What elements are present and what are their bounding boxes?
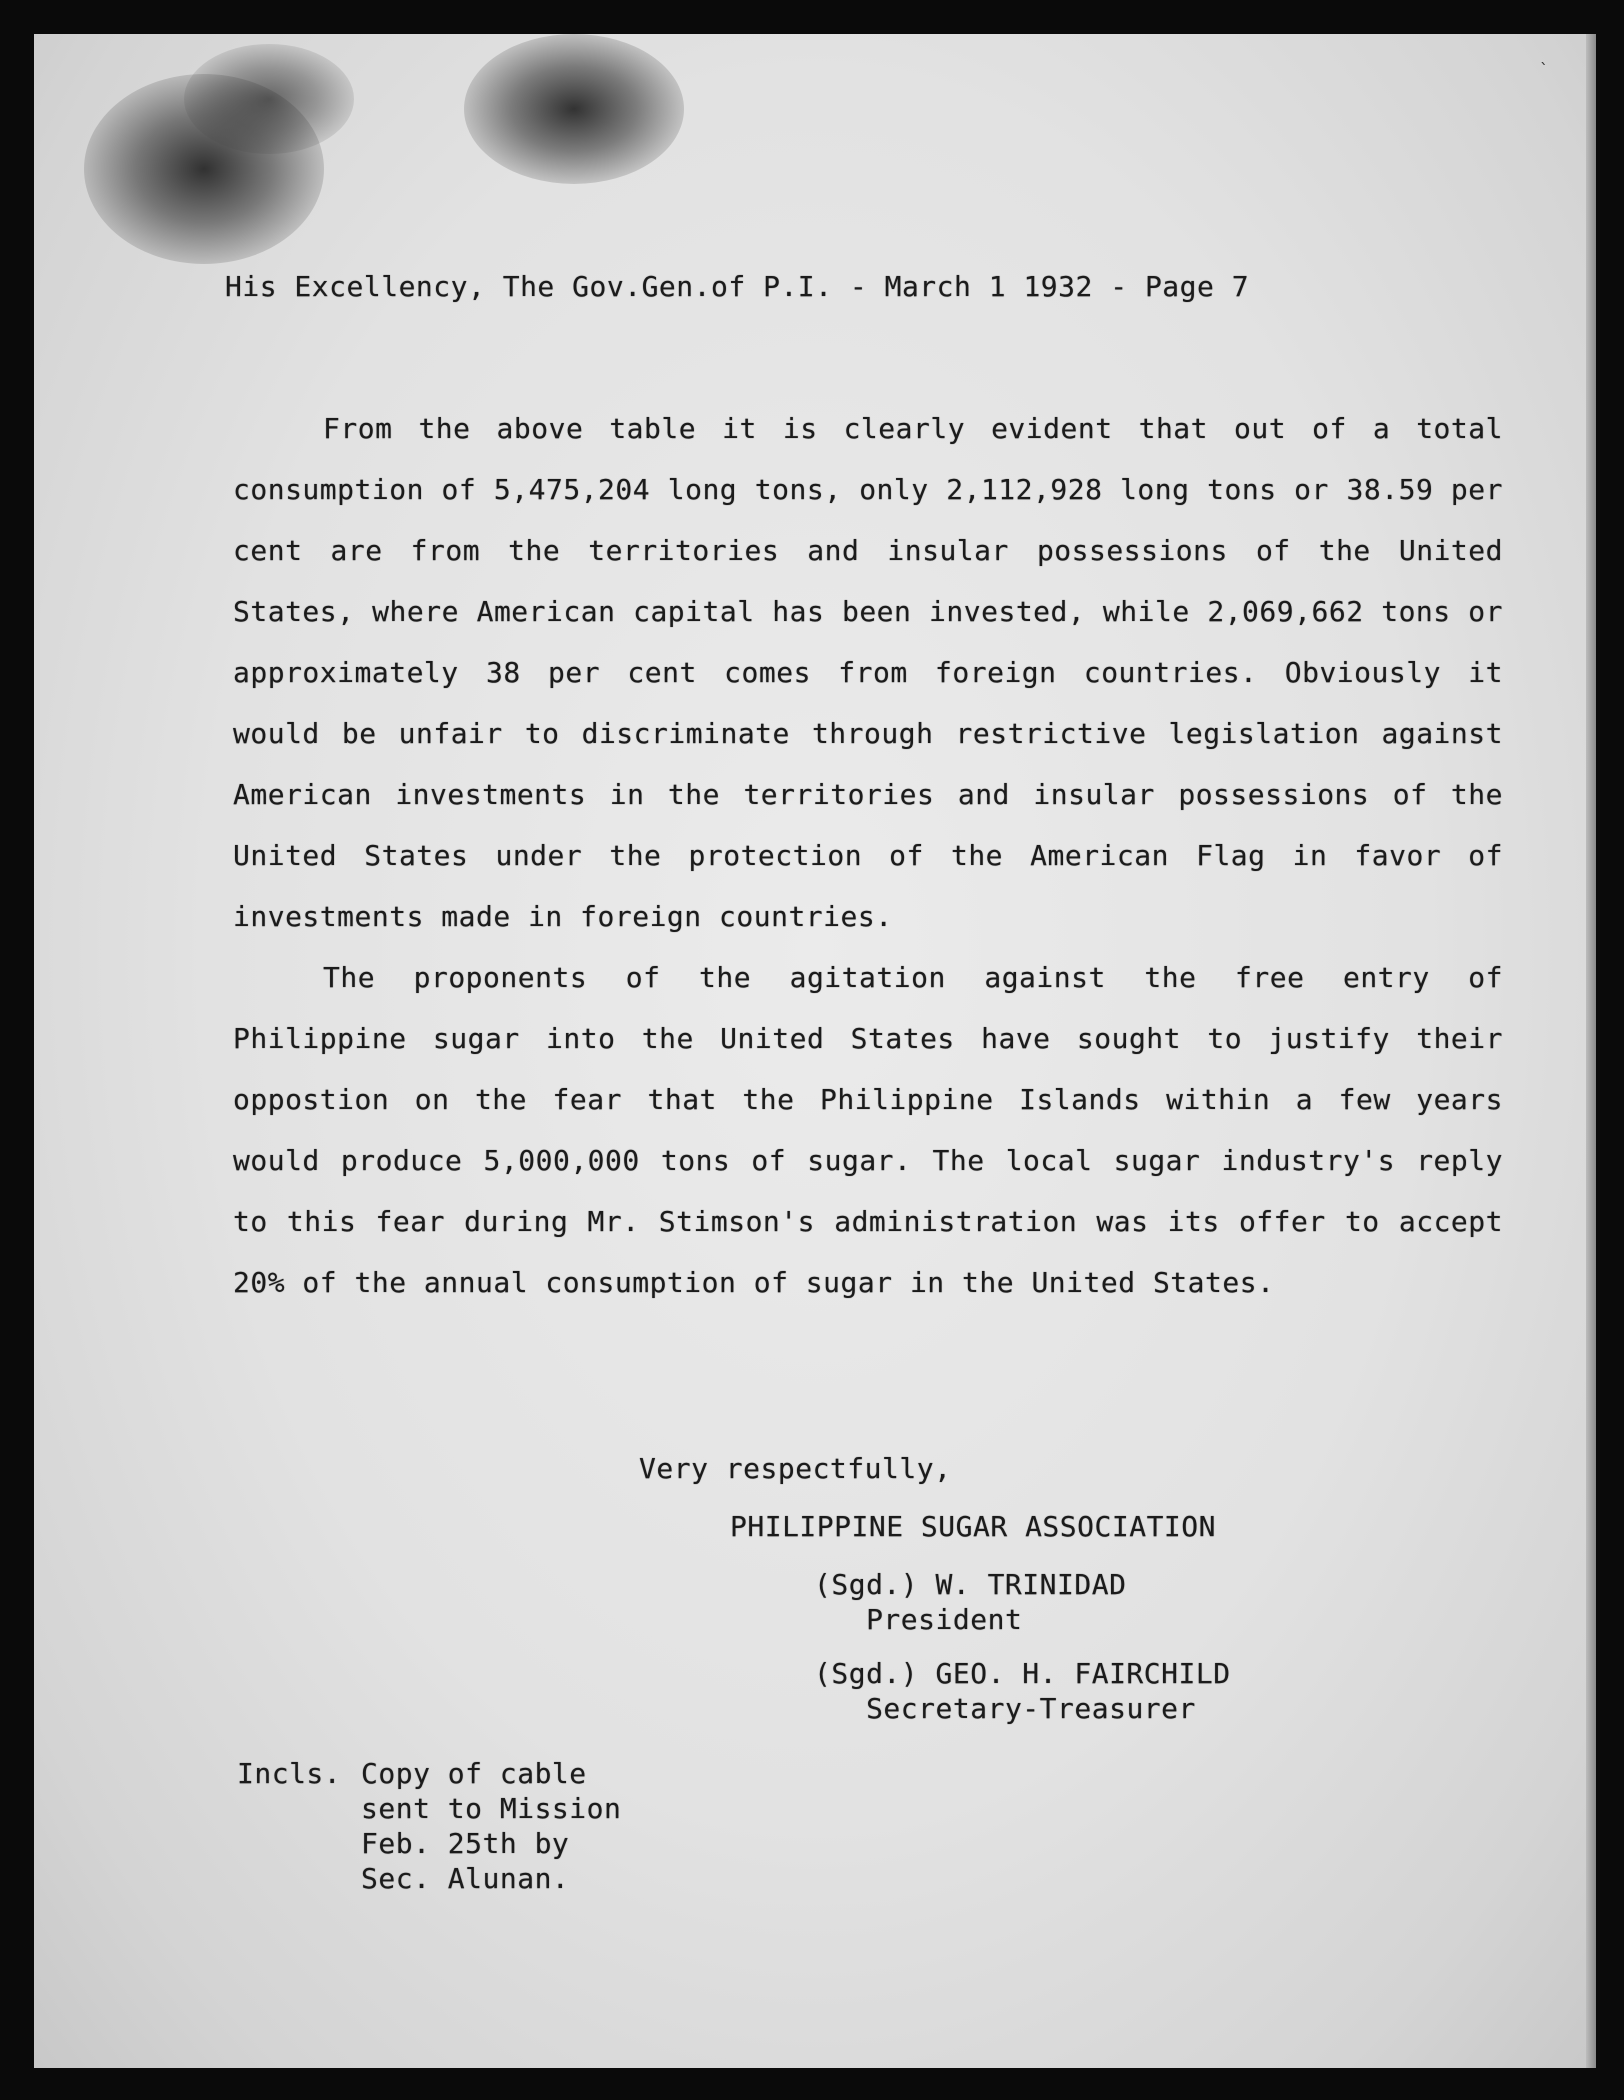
signature-line: (Sgd.) GEO. H. FAIRCHILD xyxy=(814,1657,1231,1690)
enclosure-label: Incls. xyxy=(237,1757,342,1790)
paragraph: The proponents of the agitation against the free entry of Philippine sugar into the United States have sought to justify their oppostion on the fear that the Philippine Islands within a few years would produce 5,000,000 tons of sugar. The local sugar industry's reply to this fear during Mr. Stimson's administration was its offer to accept 20% of the annual consumption of sugar in the United States. xyxy=(233,961,1503,1299)
page-header: His Excellency, The Gov.Gen.of P.I. - March 1 1932 - Page 7 xyxy=(225,270,1250,303)
document-page xyxy=(34,34,1596,2068)
document-text xyxy=(34,34,1596,2068)
signature-line: (Sgd.) W. TRINIDAD xyxy=(814,1568,1127,1601)
signature-title: Secretary-Treasurer xyxy=(866,1692,1196,1725)
signature-title: President xyxy=(866,1603,1023,1636)
paragraph: From the above table it is clearly evident that out of a total consumption of 5,475,204 long tons, only 2,112,928 long tons or 38.59 per cent are from the territories and insular possessions of the United States, where American capital has been invested, while 2,069,662 tons or approximately 38 per cent comes from foreign countries. Obviously it would be unfair to discriminate through restrictive legislation against American investments in the territories and insular possessions of the United States under the protection of the American Flag in favor of investments made in foreign countries. xyxy=(233,412,1503,933)
enclosure-note xyxy=(237,1756,621,1896)
signature-block xyxy=(814,1656,1231,1726)
enclosure-text: Copy of cable sent to Mission Feb. 25th by Sec. Alunan. xyxy=(361,1757,622,1895)
organization-name: PHILIPPINE SUGAR ASSOCIATION xyxy=(730,1510,1217,1543)
letter-body xyxy=(233,398,1503,1313)
corner-mark: ˋ xyxy=(1540,60,1548,79)
closing: Very respectfully, xyxy=(639,1452,952,1485)
signature-block xyxy=(814,1567,1126,1637)
